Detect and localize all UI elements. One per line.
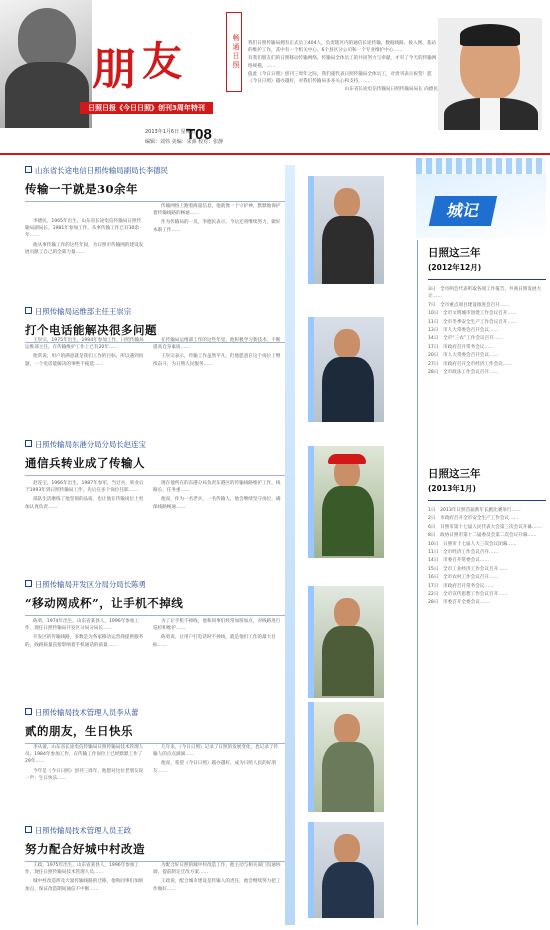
profile-section-title: 日照传输局技术管理人员李从蕾 [25, 708, 420, 718]
profile-photo [308, 586, 384, 698]
profile-block [25, 440, 420, 510]
profile-col-1: 赵连宝，1966年出生，1987年参军，当过兵，转业后于1993年到日照传输局工作，先后在多个岗位任职…… 部队生活磨练了他坚韧的品质，也让他在传输岗位上更加认真负责…… [25, 481, 144, 510]
profile-section-title: 日照传输局开发区分局分局长陈勇 [25, 580, 420, 590]
profile-block [25, 580, 420, 648]
profile-headline: “移动网成杯”，让手机不掉线 [25, 596, 184, 610]
list-item: 27日 市政府召开全市经济工作会议…… [428, 361, 512, 367]
profile-headline: 贰的朋友，生日快乐 [25, 724, 133, 738]
intro-text [248, 40, 438, 94]
header-photo-left [0, 0, 92, 128]
list-item: 20日 市人大常委会召开会议…… [428, 353, 499, 359]
profile-col-2: 为配合好日照的城中村改造工作，他主动与相关部门沟通协调，提前制定迁改方案…… 王政说，配合城市建设是传输人的责任，他会继续努力把工作做好…… [153, 863, 281, 892]
red-cap [328, 454, 366, 464]
list-item: 1日 2013年日照首届新年长跑比赛举行…… [428, 508, 521, 513]
profile-photo [308, 702, 384, 812]
intro-paragraph: 值此《今日日照》创刊三周年之际，我们谨代表日照传输局全体员工，对贵刊表示祝贺！愿《今日日照》越办越好，对我们传输局多多关心和支持，…… [248, 71, 432, 85]
timeline-period: (2013年1月) [428, 484, 476, 493]
photo-figure [322, 216, 374, 284]
list-item: 14日 市委召开常委会议…… [428, 558, 489, 564]
list-item: 3日 全市两会代表听取各项工作报告，共商日照发展大计…… [428, 287, 542, 300]
profile-col-1: 李德民，1965年出生，山东省长途电信传输局日照传输局副局长。1981年参加工作，从事传输工作已有30余年…… 他从事传输工作的这些年间，为日照市传输网的建设发展贡献了自己的全部力量…… [25, 219, 144, 255]
list-item: 17日 市政府召开常务会议…… [428, 583, 494, 589]
timeline-block [428, 466, 546, 608]
profile-col-1: 李从蕾，山东省长途电信传输局日照传输局技术管理人员。1984年参加工作，在传输工作岗位上已经默默工作了29年…… 今年是《今日日照》创刊三周年，他想对这位老朋友说一声：生日快乐…… [25, 745, 144, 781]
timeline-list [428, 507, 546, 607]
list-item: 15日 全市工业经济工作会议召开…… [428, 566, 508, 572]
profile-col-2: 现在他所在的东港分局负责东港区的传输线路维护工作，线路长、任务重…… 他说，作为一名老兵，一名传输人，他会继续坚守岗位，确保线路畅通…… [153, 481, 281, 510]
logo-char-1: 朋 [92, 44, 136, 95]
list-item: 11日 全市冬季安全生产工作会议召开…… [428, 319, 517, 325]
vertical-tag: 畅通日照 [226, 12, 242, 92]
list-item: 11日 全市经济工作会议召开…… [428, 550, 499, 556]
profile-section-title: 日照传输局技术管理人员王政 [25, 826, 420, 836]
intro-paragraph: 我们日照传输局拥有正式员工404人，负责辖区内的通信长途传输、数据线路、接入网、基站的维护工作，其中有一个机关中心、6个县区分公司和一个专业维护中心…… [248, 41, 436, 54]
profile-col-2: 在传输局运维部工作的这些年里，他积极学习新技术，不断提高自身素质…… 王崇宗表示，传输工作虽然平凡，但他愿意在这个岗位上继续奋斗，为日照人民服务…… [153, 338, 281, 367]
editors: 编辑：刘伟 美编：宋源 校对：张静 [145, 139, 224, 145]
profile-headline: 通信兵转业成了传输人 [25, 456, 145, 470]
timeline-title: 日照这三年 [428, 468, 481, 480]
profile-photo [308, 446, 384, 558]
header-photo-right [438, 18, 542, 130]
profile-photo [308, 176, 384, 284]
timeline-title: 日照这三年 [428, 247, 481, 259]
photo-figure [322, 357, 374, 422]
profile-block [25, 307, 420, 367]
list-item: 6日 日照市第十七届人民代表大会第三次会议开幕…… [428, 524, 542, 530]
list-item: 10日 日照市十七届人大三次会议闭幕…… [428, 541, 517, 547]
page-header [0, 0, 550, 155]
list-item: 7日 全市重点项目建设推进会召开…… [428, 302, 510, 308]
profile-col-2: 为了让手机不掉线，他和同事们经常加班加点，对线路进行巡检和维护…… 陈勇说，让用户打电话时不掉线，就是他们工作的最大目标…… [153, 619, 281, 648]
profile-block [25, 166, 420, 255]
chengji-badge: 城记 [429, 196, 497, 226]
list-item: 2日 市政府召开全市安全生产工作会议…… [428, 516, 519, 522]
column-rule [417, 240, 418, 925]
logo-char-2: 友 [142, 38, 182, 85]
timeline-period: (2012年12月) [428, 263, 482, 272]
photo-figure [322, 626, 374, 696]
profile-headline: 打个电话能解决很多问题 [25, 323, 157, 337]
profile-headline: 传输一干就是30余年 [25, 182, 139, 196]
intro-signature: 山东省长途电信传输局日照传输局局长 尚德民 [344, 87, 438, 93]
list-item: 28日 市委召开全委会议…… [428, 600, 489, 606]
profile-block [25, 826, 420, 892]
list-item: 10日 全市文明城市创建工作会议召开…… [428, 311, 517, 317]
photo-figure [322, 486, 374, 556]
profile-block [25, 708, 420, 781]
dateline: 2013年1月6日 星期五 [145, 129, 196, 135]
list-item: 16日 全市农村工作会议召开…… [428, 575, 499, 581]
profile-headline: 努力配合好城中村改造 [25, 842, 145, 856]
profile-col-2: 传输网络上跑着海量信息，他就像一个守护神，默默地保护着传输线路的畅通…… 作为传输局的一员，李德民表示，今后还将继续努力，做好本职工作…… [153, 204, 281, 233]
profile-section-title: 日照传输局运维部主任王崇宗 [25, 307, 420, 317]
intro-paragraph: 有我们朋友们的日照移动传输网络、传输局全体员工的共同努力与奉献，才有了今天的传输网络规模，…… [248, 56, 437, 69]
profile-section-title: 日照传输局东港分局分局长赵连宝 [25, 440, 420, 450]
list-item: 28日 全市政法工作会议召开…… [428, 370, 499, 376]
page-number: T08 [186, 126, 212, 143]
profile-photo [308, 822, 384, 918]
list-item: 17日 市政府召开常务会议…… [428, 344, 494, 350]
decorative-ribbon [285, 165, 295, 925]
profile-col-1: 陈勇，1974年出生，山东省某县人，1996年参加工作，现任日照传输局开发区分局分局长…… 开发区的传输线路，多数是为各家移动运营商提供服务的，线路质量直接影响着手机通话的质量…… [25, 619, 144, 648]
profile-col-2: 几年来，《今日日照》记录了日照的发展变化，也记录了传输人的点点滴滴…… 他说，希望《今日日照》越办越好，成为日照人民的好朋友…… [153, 745, 279, 774]
list-item: 14日 全市“三农”工作会议召开…… [428, 336, 503, 342]
profile-section-title: 山东省长途电信日照传输局副局长李德民 [25, 166, 420, 176]
logo-bar: 日照日报《今日日照》创刊3周年特刊 [80, 102, 213, 114]
timeline-list [428, 286, 546, 376]
list-item: 22日 全市宣传思想工作会议召开…… [428, 592, 508, 598]
profile-photo [308, 317, 384, 422]
profile-col-1: 王崇宗，1975年出生，1994年参加工作，日照传输局运维部主任，在传输维护工作上已有20年…… 他常说，用户的满意就是我们工作的目标，所以遇到问题，一个电话能解决的事绝不拖延…… [25, 338, 144, 367]
list-item: 13日 市人大常委会召开会议…… [428, 328, 499, 334]
list-item: 8日 政协日照市第十二届委员会第二次会议开幕…… [428, 533, 537, 539]
timeline-block [428, 245, 546, 377]
profile-col-1: 王政，1975年出生，山东省某县人，1996年参加工作，现任日照传输局技术管理人员…… 城中村改造涉及大量传输线路的迁移，他和同事们加班加点，保证改造期间通信不中断…… [25, 863, 144, 892]
photo-figure [322, 742, 374, 812]
photo-figure [322, 862, 374, 918]
header-rule [0, 153, 550, 155]
